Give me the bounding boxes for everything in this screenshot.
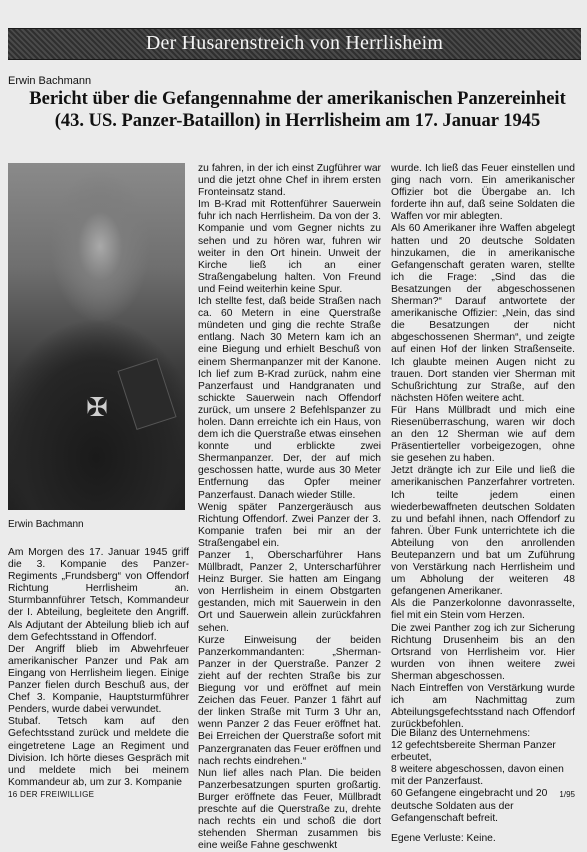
paragraph: Die zwei Panther zog ich zur Sicherung Richtung Drusenheim bis an den Ortsrand von Herrlisheim vor. Hier wurden von ihnen weitere zwei Sherman abgeschossen. bbox=[391, 622, 575, 682]
article-headline: Bericht über die Gefangennahme der amerikanischen Panzereinheit (43. US. Panzer-Bataillon) in Herrlisheim am 17. Januar 1945 bbox=[29, 89, 566, 131]
section-banner bbox=[8, 28, 581, 60]
collar-tab bbox=[117, 358, 176, 430]
paragraph: wurde. Ich ließ das Feuer einstellen und ging nach vorn. Ein amerikanischer Offizier bot die Übergabe an. Ich forderte ihn auf, daß seine Soldaten die Waffen vor mir ablegten. bbox=[391, 163, 575, 223]
paragraph: Jetzt drängte ich zur Eile und ließ die amerikanischen Panzerfahrer vortreten. Ich teilte jedem einen wiederbewaffneten deutschen Soldaten zu und befahl ihnen, nach Offendorf zu fahren. Über Funk unterrichtete ich die Abteilung von den anrollenden Beutepanzern und bat um Zuführung von Verstärkung nach Herrlisheim und um Abholung der weiteren 48 gefangenen Amerikaner. bbox=[391, 465, 575, 598]
summary-line: 60 Gefangene eingebracht und 20 deutsche Soldaten aus der Gefangenschaft befreit. bbox=[391, 788, 548, 824]
column-1 bbox=[8, 547, 189, 789]
paragraph: Wenig später Panzergeräusch aus Richtung Offendorf. Zwei Panzer der 3. Kompanie trafen bei mir an der Straßengabel ein. bbox=[198, 501, 381, 549]
summary-line: 12 gefechtsbereite Sherman Panzer erbeutet, bbox=[391, 740, 556, 764]
paragraph: Ich stellte fest, daß beide Straßen nach ca. 60 Metern in eine Querstraße mündeten und ging die rechte Straße entlang. Nach 30 Metern kam ich an eine Biegung und erhielt Beschuß von einem Shermanpanzer mit der Kanone. Ich lief zum B-Krad zurück, nahm eine Panzerfaust und Handgranaten und schickte Sauerwein nach Offendorf zurück, um unsere 2 Befehlspanzer zu holen. Dann erreichte ich ein Haus, von dem ich die Querstraße etwas einsehen konnte und erblickte zwei Shermanpanzer. Der, der auf mich geschossen hatte, wurde aus 30 Meter Entfernung das Opfer meiner Panzerfaust. Danach wieder Stille. bbox=[198, 296, 381, 501]
paragraph: Am Morgen des 17. Januar 1945 griff die 3. Kompanie des Panzer-Regiments „Frundsberg“ von Offendorf Richtung Herrlisheim an. Sturmbannführer Tetsch, Kommandeur der I. Abteilung, begleitete den Angriff. Als Adjutant der Abteilung blieb ich auf dem Gefechtsstand in Offendorf. bbox=[8, 547, 189, 643]
paragraph: zu fahren, in der ich einst Zugführer war und die jetzt ohne Chef in ihrem ersten Fronteinsatz stand. bbox=[198, 163, 381, 199]
paragraph: Nun lief alles nach Plan. Die beiden Panzerbesatzungen spurten großartig. Burger eröffnete das Feuer, Müllbradt preschte auf die Querstraße zu, drehte nach rechts ein und schoß die dort stehenden Sherman zusammen bis eine weiße Fahne geschwenkt bbox=[198, 767, 381, 852]
portrait-photo bbox=[8, 163, 185, 510]
summary-line: Egene Verluste: Keine. bbox=[391, 832, 496, 844]
paragraph: Als die Panzerkolonne davonrasselte, fiel mit ein Stein vom Herzen. bbox=[391, 598, 575, 622]
paragraph: Stubaf. Tetsch kam auf den Gefechtsstand zurück und meldete die eingetretene Lage an Regiment und Division. Ich hörte dieses Gespräch mit und meldete mich bei meinem Kommandeur ab, um zur 3. Kompanie bbox=[8, 716, 189, 788]
summary-heading: Die Bilanz des Unternehmens: bbox=[391, 728, 531, 739]
summary-line: 8 weitere abgeschossen, davon einen mit der Panzerfaust. bbox=[391, 764, 564, 788]
author-name: Erwin Bachmann bbox=[8, 75, 92, 87]
paragraph: Nach Eintreffen von Verstärkung wurde ich am Nachmittag zum Abteilungsgefechtsstand nach Offendorf zurückbefohlen. bbox=[391, 683, 575, 731]
paragraph: Im B-Krad mit Rottenführer Sauerwein fuhr ich nach Herrlisheim. Da von der 3. Kompanie und vom Gegner nichts zu sehen und zu hören war, fuhren wir weiter in den Ort hinein. Unweit der Kirche ließ ich an einer Straßengabelung halten. Von Freund und Feind weiterhin keine Spur. bbox=[198, 199, 381, 295]
paragraph: Als 60 Amerikaner ihre Waffen abgelegt hatten und 20 deutsche Soldaten hinzukamen, die in amerikanische Gefangenschaft geraten waren, stellte ich die Frage: „Sind das die Besatzungen der abgeschossenen Sherman?“ Darauf antwortete der amerikanische Offizier: „Nein, das sind die Besatzungen der nicht abgeschossenen Sherman“, und zeigte auf einen Hof der linken Straßenseite. Ich glaubte meinen Augen nicht zu trauen. Dort standen vier Sherman mit Schußrichtung zur Straße, auf den nächsten Höfen weitere acht. bbox=[391, 223, 575, 404]
page-footer-right: 1/95 bbox=[559, 790, 575, 799]
iron-cross-icon: ✠ bbox=[86, 393, 108, 422]
paragraph: Panzer 1, Oberscharführer Hans Müllbradt, Panzer 2, Unterscharführer Heinz Burger. Sie hatten am Eingang von Herrlisheim in einem Obstgarten gestanden, mich mit Sauerwein in den Ort und Sauerwein allein zurückfahren sehen. bbox=[198, 550, 381, 634]
column-2 bbox=[198, 163, 381, 852]
summary-block bbox=[391, 728, 575, 845]
page-footer-left: 16 DER FREIWILLIGE bbox=[8, 790, 95, 799]
column-3 bbox=[391, 163, 575, 731]
paragraph: Für Hans Müllbradt und mich eine Riesenüberraschung, waren wir doch an den 12 Sherman wie auf dem Präsentierteller vorbeigezogen, ohne sie gesehen zu haben. bbox=[391, 404, 575, 465]
paragraph: Kurze Einweisung der beiden Panzerkommandanten: „Sherman-Panzer in der Querstraße. Panzer 2 zieht auf der rechten Straße bis zur Biegung vor und eröffnet auf mein Zeichen das Feuer. Panzer 1 fährt auf der linken Straße mit Turm 3 Uhr an, wenn Panzer 2 das Feuer eröffnet hat. Bei Erreichen der Querstraße sofort mit Panzergranaten das Feuer eröffnen und nach rechts eindrehen.“ bbox=[198, 634, 381, 767]
paragraph: Der Angriff blieb im Abwehrfeuer amerikanischer Panzer und Pak am Eingang von Herrlisheim liegen. Einige Panzer fielen durch Beschuß aus, der Chef 3. Kompanie, Hauptsturmführer Penders, wurde dabei verwundet. bbox=[8, 643, 189, 716]
banner-title: Der Husarenstreich von Herrlisheim bbox=[145, 32, 444, 54]
photo-caption: Erwin Bachmann bbox=[8, 519, 84, 530]
